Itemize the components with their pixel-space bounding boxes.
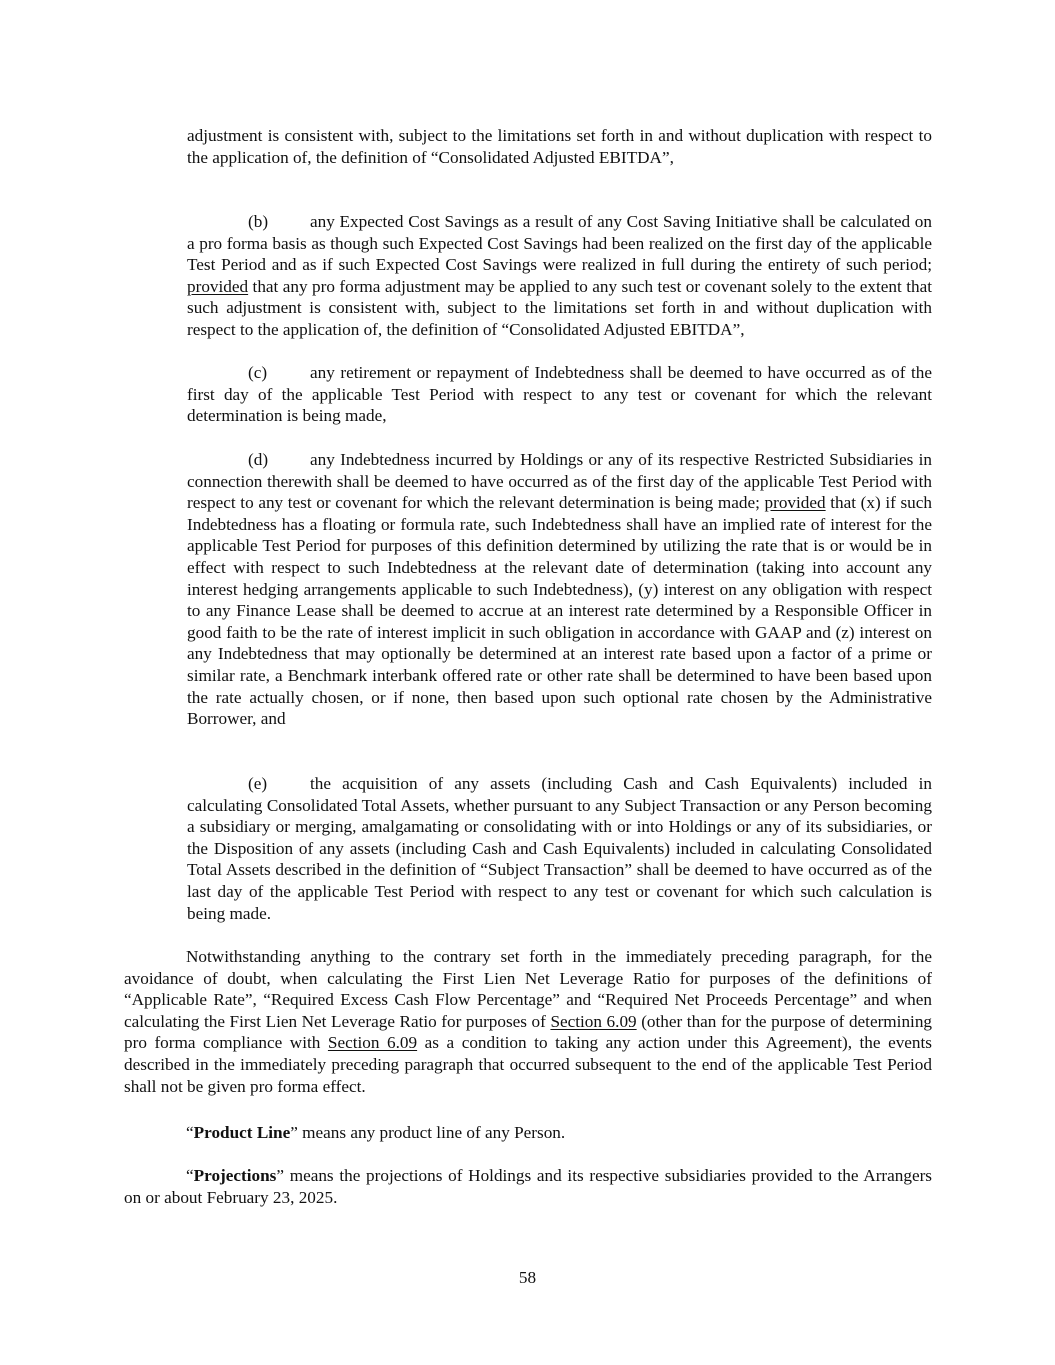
clause-c-paragraph xyxy=(187,362,932,427)
clause-d-paragraph xyxy=(187,449,932,730)
product-line-text: ” means any product line of any Person. xyxy=(290,1123,566,1142)
clause-e-text: the acquisition of any assets (including Cash and Cash Equivalents) included in calculating Consolidated Total Assets, whether pursuant to any Subject Transaction or any Person becoming a subsidiary or merging, amalgamating or consolidating with or into Holdings or any of its subsidiaries, or the Disposition of any assets (including Cash and Cash Equivalents) included in calculating Consolidated Total Assets described in the definition of “Subject Transaction” shall be deemed to have occurred as of the last day of the applicable Test Period with respect to any test or covenant for which such calculation is being made. xyxy=(187,774,932,923)
section-6-09-reference-2: Section 6.09 xyxy=(327,1033,418,1053)
notwithstanding-part1: Notwithstanding anything to the contrary set forth in the immediately preceding paragraph, for the avoidance of doubt, when calculating the First Lien Net Leverage Ratio for purposes of the definitions of “Applicable Rate”, “Required Excess Cash Flow Percentage” and “Required Net Proceeds Percentage” and when calculating the First Lien Net Leverage Ratio for purposes of xyxy=(124,947,932,1031)
clause-d-label: (d) xyxy=(248,450,269,469)
projections-open-quote: “ xyxy=(186,1166,194,1185)
clause-b-provided: provided xyxy=(187,276,249,296)
projections-definition xyxy=(124,1165,932,1208)
continuation-paragraph xyxy=(187,125,932,168)
product-line-open-quote: “ xyxy=(186,1123,194,1142)
projections-term: Projections xyxy=(193,1166,277,1185)
clause-d-text-after: that (x) if such Indebtedness has a floating or formula rate, such Indebtedness shall have an implied rate of interest for the applicable Test Period for purposes of this definition determined by utilizing the rate that is or would be in effect with respect to such Indebtedness at the relevant date of determination (taking into account any interest hedging arrangements applicable to such Indebtedness), (y) interest on any obligation with respect to any Finance Lease shall be deemed to accrue at an interest rate determined by a Responsible Officer in good faith to be the rate of interest implicit in such obligation in accordance with GAAP and (z) interest on any Indebtedness that may optionally be determined at an interest rate based upon a factor of a prime or similar rate, a Benchmark interbank offered rate or other rate shall be determined to have been based upon the rate actually chosen, or if none, then based upon such optional rate chosen by the Administrative Borrower, and xyxy=(187,493,932,729)
notwithstanding-part2: (other than for the purpose of determining pro forma compliance with xyxy=(124,1011,932,1053)
continuation-text: adjustment is consistent with, subject to the limitations set forth in and without duplication with respect to the application of, the definition of “Consolidated Adjusted EBITDA”, xyxy=(187,126,932,167)
product-line-term: Product Line xyxy=(193,1123,291,1142)
clause-b-text-before: any Expected Cost Savings as a result of any Cost Saving Initiative shall be calculated on a pro forma basis as though such Expected Cost Savings had been realized on the first day of the applicable Test Period and as if such Expected Cost Savings were realized in full during the entirety of such period; xyxy=(187,212,932,275)
notwithstanding-part3: as a condition to taking any action under this Agreement), the events described in the immediately preceding paragraph that occurred subsequent to the end of the applicable Test Period shall not be given pro forma effect. xyxy=(124,1033,932,1096)
projections-text: ” means the projections of Holdings and its respective subsidiaries provided to the Arrangers on or about February 23, 2025. xyxy=(124,1166,932,1207)
product-line-definition xyxy=(124,1122,932,1144)
clause-e-label: (e) xyxy=(248,774,268,793)
clause-d-text-before: any Indebtedness incurred by Holdings or any of its respective Restricted Subsidiaries in connection therewith shall be deemed to have occurred as of the first day of the applicable Test Period with respect to any test or covenant for which the relevant determination is being made; xyxy=(187,450,932,513)
clause-b-paragraph xyxy=(187,211,932,341)
clause-d-provided: provided xyxy=(764,493,826,513)
clause-e-paragraph xyxy=(187,773,932,924)
clause-c-label: (c) xyxy=(248,363,268,382)
clause-b-label: (b) xyxy=(248,212,269,231)
page-number: 58 xyxy=(518,1268,537,1287)
notwithstanding-paragraph xyxy=(124,946,932,1097)
clause-b-text-after: that any pro forma adjustment may be applied to any such test or covenant solely to the extent that such adjustment is consistent with, subject to the limitations set forth in and without duplication with respect to the application of, the definition of “Consolidated Adjusted EBITDA”, xyxy=(187,276,932,339)
section-6-09-reference: Section 6.09 xyxy=(550,1011,637,1031)
clause-c-text: any retirement or repayment of Indebtedness shall be deemed to have occurred as of the first day of the applicable Test Period with respect to any test or covenant for which the relevant determination is being made, xyxy=(187,363,932,426)
